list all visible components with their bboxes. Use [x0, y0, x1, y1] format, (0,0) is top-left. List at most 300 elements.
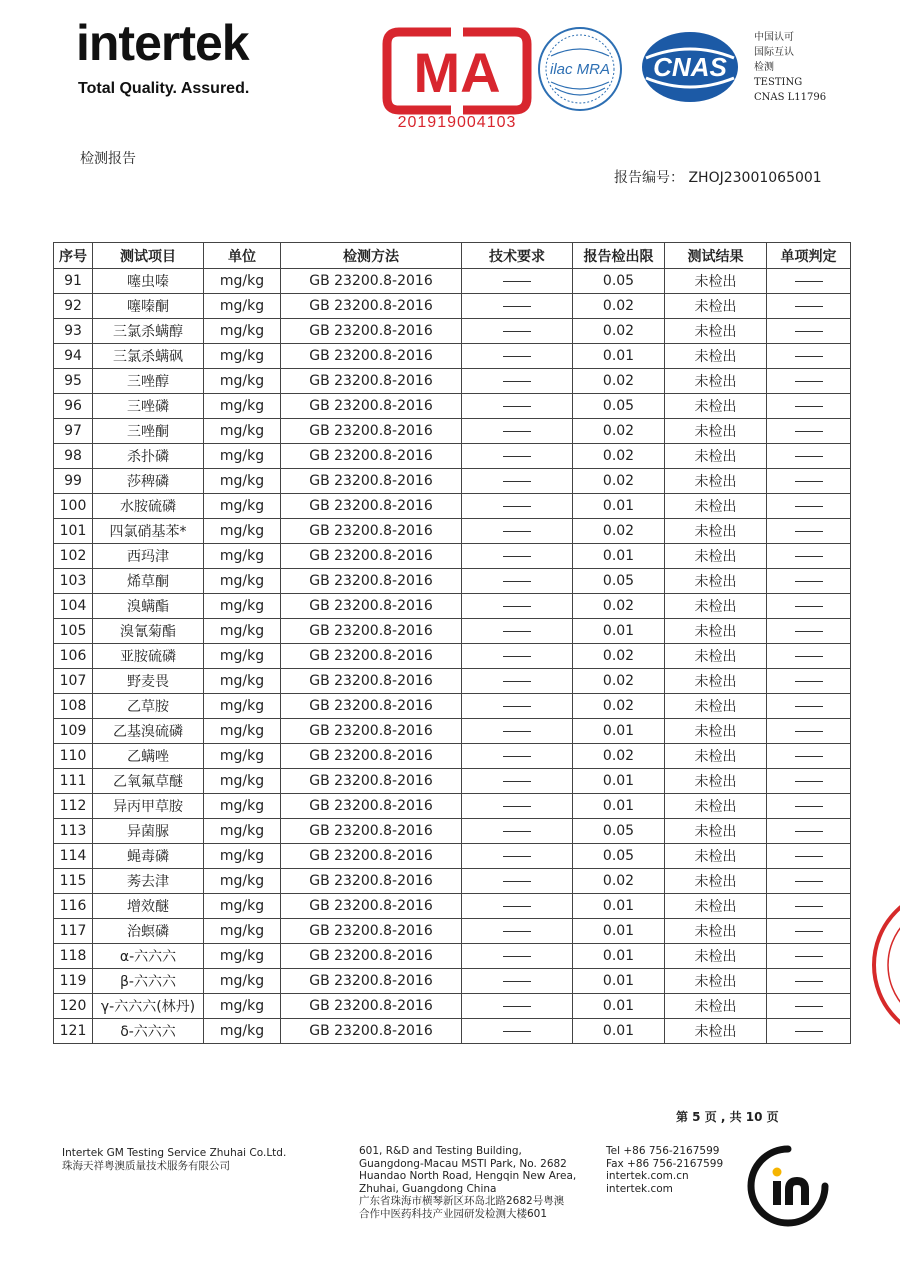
table-cell: 莠去津: [93, 869, 204, 894]
table-cell: [767, 519, 851, 544]
table-cell: 异菌脲: [93, 819, 204, 844]
table-cell: [462, 994, 573, 1019]
table-cell: 100: [54, 494, 93, 519]
table-cell: [767, 644, 851, 669]
table-cell: 未检出: [665, 319, 767, 344]
table-cell: 0.02: [573, 669, 665, 694]
table-cell: 乙氧氟草醚: [93, 769, 204, 794]
table-cell: GB 23200.8-2016: [281, 944, 462, 969]
table-cell: 治螟磷: [93, 919, 204, 944]
cnas-accreditation-text: [754, 30, 826, 105]
table-cell: 未检出: [665, 419, 767, 444]
results-table: [53, 242, 851, 1044]
ilac-mra-seal-icon: [537, 26, 623, 112]
table-cell: GB 23200.8-2016: [281, 769, 462, 794]
table-cell: mg/kg: [204, 369, 281, 394]
table-cell: GB 23200.8-2016: [281, 844, 462, 869]
table-cell: [462, 1019, 573, 1044]
table-cell: 未检出: [665, 719, 767, 744]
table-cell: mg/kg: [204, 919, 281, 944]
table-cell: 噻嗪酮: [93, 294, 204, 319]
table-cell: 0.01: [573, 919, 665, 944]
table-cell: 溴螨酯: [93, 594, 204, 619]
dash-placeholder: [503, 906, 531, 907]
dash-placeholder: [795, 356, 823, 357]
dash-placeholder: [503, 506, 531, 507]
table-cell: 未检出: [665, 394, 767, 419]
table-row: [54, 419, 851, 444]
table-cell: 未检出: [665, 494, 767, 519]
table-cell: 0.05: [573, 269, 665, 294]
table-cell: 104: [54, 594, 93, 619]
table-cell: GB 23200.8-2016: [281, 719, 462, 744]
table-cell: [767, 344, 851, 369]
table-cell: [767, 469, 851, 494]
dash-placeholder: [795, 831, 823, 832]
table-cell: [767, 569, 851, 594]
dash-placeholder: [503, 781, 531, 782]
dash-placeholder: [503, 981, 531, 982]
table-cell: [462, 744, 573, 769]
table-row: [54, 444, 851, 469]
table-cell: 110: [54, 744, 93, 769]
table-row: [54, 794, 851, 819]
table-cell: mg/kg: [204, 619, 281, 644]
table-cell: mg/kg: [204, 819, 281, 844]
table-row: [54, 769, 851, 794]
table-row: [54, 669, 851, 694]
dash-placeholder: [795, 856, 823, 857]
dash-placeholder: [795, 456, 823, 457]
table-cell: 0.01: [573, 494, 665, 519]
table-cell: 112: [54, 794, 93, 819]
table-cell: GB 23200.8-2016: [281, 519, 462, 544]
cma-seal-icon: [381, 26, 533, 116]
dash-placeholder: [795, 331, 823, 332]
table-cell: GB 23200.8-2016: [281, 394, 462, 419]
footer-company-line: 珠海天祥粤澳质量技术服务有限公司: [62, 1159, 230, 1172]
table-cell: GB 23200.8-2016: [281, 469, 462, 494]
table-cell: [767, 969, 851, 994]
table-cell: 水胺硫磷: [93, 494, 204, 519]
table-cell: [462, 844, 573, 869]
table-cell: [462, 944, 573, 969]
table-cell: mg/kg: [204, 394, 281, 419]
column-header: 测试项目: [93, 243, 204, 269]
table-cell: 溴氰菊酯: [93, 619, 204, 644]
table-cell: 120: [54, 994, 93, 1019]
table-cell: mg/kg: [204, 594, 281, 619]
table-cell: [767, 294, 851, 319]
dash-placeholder: [503, 756, 531, 757]
table-cell: [462, 619, 573, 644]
table-row: [54, 894, 851, 919]
dash-placeholder: [503, 656, 531, 657]
cma-logo-text: MA: [413, 41, 501, 104]
table-cell: 未检出: [665, 594, 767, 619]
table-cell: β-六六六: [93, 969, 204, 994]
table-cell: mg/kg: [204, 569, 281, 594]
dash-placeholder: [795, 706, 823, 707]
dash-placeholder: [795, 1031, 823, 1032]
dash-placeholder: [795, 906, 823, 907]
intertek-in-logo-icon: [747, 1145, 829, 1227]
table-cell: 莎稗磷: [93, 469, 204, 494]
cnas-line: 中国认可: [754, 32, 794, 43]
table-cell: [462, 894, 573, 919]
table-cell: α-六六六: [93, 944, 204, 969]
table-cell: 0.02: [573, 444, 665, 469]
footer-contact-line: Fax +86 756-2167599: [606, 1157, 724, 1170]
dash-placeholder: [503, 581, 531, 582]
table-cell: 105: [54, 619, 93, 644]
footer-company-line: Intertek GM Testing Service Zhuhai Co.Ltd.: [62, 1147, 287, 1159]
dash-placeholder: [795, 731, 823, 732]
table-cell: 0.02: [573, 419, 665, 444]
table-row: [54, 619, 851, 644]
table-cell: 乙螨唑: [93, 744, 204, 769]
table-cell: GB 23200.8-2016: [281, 344, 462, 369]
cnas-line: TESTING: [754, 77, 803, 88]
table-row: [54, 869, 851, 894]
table-cell: 噻虫嗪: [93, 269, 204, 294]
table-row: [54, 594, 851, 619]
ilac-logo-text: ilac MRA: [549, 61, 611, 78]
footer-contact-line: intertek.com.cn: [606, 1170, 689, 1182]
table-cell: [767, 394, 851, 419]
table-cell: 未检出: [665, 819, 767, 844]
table-cell: [462, 819, 573, 844]
table-cell: 0.02: [573, 369, 665, 394]
dash-placeholder: [795, 681, 823, 682]
dash-placeholder: [503, 456, 531, 457]
table-cell: [767, 419, 851, 444]
table-cell: GB 23200.8-2016: [281, 444, 462, 469]
table-cell: [767, 544, 851, 569]
table-row: [54, 719, 851, 744]
column-header: 序号: [54, 243, 93, 269]
table-cell: GB 23200.8-2016: [281, 369, 462, 394]
dash-placeholder: [795, 1006, 823, 1007]
table-cell: 未检出: [665, 769, 767, 794]
document-title: 检测报告: [80, 151, 136, 167]
table-cell: GB 23200.8-2016: [281, 919, 462, 944]
table-cell: 95: [54, 369, 93, 394]
table-cell: mg/kg: [204, 419, 281, 444]
table-row: [54, 494, 851, 519]
table-cell: mg/kg: [204, 644, 281, 669]
table-row: [54, 994, 851, 1019]
table-cell: mg/kg: [204, 269, 281, 294]
table-row: [54, 294, 851, 319]
table-cell: 蝇毒磷: [93, 844, 204, 869]
table-cell: 0.02: [573, 869, 665, 894]
table-cell: GB 23200.8-2016: [281, 644, 462, 669]
table-cell: 三唑磷: [93, 394, 204, 419]
table-cell: [462, 794, 573, 819]
table-cell: [462, 544, 573, 569]
table-cell: 乙基溴硫磷: [93, 719, 204, 744]
table-cell: 96: [54, 394, 93, 419]
table-cell: [462, 269, 573, 294]
footer-address-line: 601, R&D and Testing Building,: [359, 1145, 522, 1157]
table-cell: 0.02: [573, 694, 665, 719]
column-header: 报告检出限: [573, 243, 665, 269]
dash-placeholder: [503, 331, 531, 332]
table-cell: 未检出: [665, 669, 767, 694]
table-cell: [462, 294, 573, 319]
table-cell: GB 23200.8-2016: [281, 1019, 462, 1044]
table-row: [54, 469, 851, 494]
dash-placeholder: [503, 281, 531, 282]
dash-placeholder: [795, 581, 823, 582]
dash-placeholder: [503, 706, 531, 707]
table-cell: [462, 494, 573, 519]
table-cell: GB 23200.8-2016: [281, 819, 462, 844]
table-row: [54, 944, 851, 969]
table-cell: 未检出: [665, 444, 767, 469]
dash-placeholder: [795, 556, 823, 557]
table-cell: 92: [54, 294, 93, 319]
dash-placeholder: [795, 481, 823, 482]
table-cell: mg/kg: [204, 669, 281, 694]
table-cell: [462, 969, 573, 994]
table-cell: 未检出: [665, 269, 767, 294]
table-cell: 四氯硝基苯*: [93, 519, 204, 544]
table-cell: [767, 919, 851, 944]
table-cell: 未检出: [665, 919, 767, 944]
table-cell: [462, 694, 573, 719]
cnas-line: 检测: [754, 62, 774, 73]
table-cell: GB 23200.8-2016: [281, 619, 462, 644]
dash-placeholder: [503, 406, 531, 407]
table-cell: 0.01: [573, 719, 665, 744]
table-cell: GB 23200.8-2016: [281, 894, 462, 919]
table-cell: 0.01: [573, 894, 665, 919]
table-row: [54, 369, 851, 394]
dash-placeholder: [795, 781, 823, 782]
table-cell: mg/kg: [204, 544, 281, 569]
table-cell: 99: [54, 469, 93, 494]
table-cell: 西玛津: [93, 544, 204, 569]
table-cell: mg/kg: [204, 694, 281, 719]
table-cell: 亚胺硫磷: [93, 644, 204, 669]
cnas-line: 国际互认: [754, 47, 794, 58]
footer-contact-line: intertek.com: [606, 1182, 673, 1195]
dash-placeholder: [795, 281, 823, 282]
table-cell: 115: [54, 869, 93, 894]
table-cell: [767, 369, 851, 394]
table-cell: GB 23200.8-2016: [281, 694, 462, 719]
table-cell: 烯草酮: [93, 569, 204, 594]
table-row: [54, 694, 851, 719]
table-cell: 117: [54, 919, 93, 944]
table-cell: 0.02: [573, 519, 665, 544]
table-cell: [462, 344, 573, 369]
table-cell: GB 23200.8-2016: [281, 969, 462, 994]
dash-placeholder: [795, 631, 823, 632]
table-cell: 119: [54, 969, 93, 994]
table-cell: 113: [54, 819, 93, 844]
table-row: [54, 644, 851, 669]
table-cell: [462, 419, 573, 444]
table-cell: [462, 469, 573, 494]
table-cell: mg/kg: [204, 469, 281, 494]
table-cell: 未检出: [665, 894, 767, 919]
table-cell: GB 23200.8-2016: [281, 794, 462, 819]
dash-placeholder: [795, 756, 823, 757]
table-header-row: [54, 243, 851, 269]
table-cell: GB 23200.8-2016: [281, 544, 462, 569]
dash-placeholder: [795, 531, 823, 532]
table-cell: [462, 569, 573, 594]
table-cell: [767, 269, 851, 294]
table-cell: 未检出: [665, 844, 767, 869]
intertek-tagline: Total Quality. Assured.: [78, 80, 250, 97]
cnas-line: CNAS L11796: [754, 92, 827, 103]
table-cell: 94: [54, 344, 93, 369]
table-cell: 未检出: [665, 744, 767, 769]
table-cell: GB 23200.8-2016: [281, 269, 462, 294]
table-cell: 未检出: [665, 469, 767, 494]
table-cell: [767, 944, 851, 969]
table-cell: 0.02: [573, 594, 665, 619]
table-row: [54, 844, 851, 869]
table-cell: mg/kg: [204, 719, 281, 744]
footer-contact-line: Tel +86 756-2167599: [606, 1145, 720, 1157]
footer-address-line: Zhuhai, Guangdong China: [359, 1182, 497, 1195]
table-cell: [462, 369, 573, 394]
table-cell: [767, 894, 851, 919]
dash-placeholder: [503, 381, 531, 382]
table-cell: mg/kg: [204, 294, 281, 319]
table-cell: 102: [54, 544, 93, 569]
table-cell: [767, 744, 851, 769]
column-header: 检测方法: [281, 243, 462, 269]
table-row: [54, 394, 851, 419]
table-cell: 增效醚: [93, 894, 204, 919]
table-cell: 未检出: [665, 969, 767, 994]
cnas-seal-icon: [640, 30, 740, 104]
table-cell: mg/kg: [204, 744, 281, 769]
table-cell: mg/kg: [204, 494, 281, 519]
table-row: [54, 319, 851, 344]
table-cell: 杀扑磷: [93, 444, 204, 469]
table-cell: GB 23200.8-2016: [281, 294, 462, 319]
dash-placeholder: [795, 956, 823, 957]
table-cell: [767, 869, 851, 894]
table-cell: 未检出: [665, 794, 767, 819]
table-cell: 118: [54, 944, 93, 969]
table-cell: GB 23200.8-2016: [281, 744, 462, 769]
footer-address-line: Guangdong-Macau MSTI Park, No. 2682: [359, 1157, 567, 1170]
table-cell: 0.02: [573, 644, 665, 669]
table-cell: mg/kg: [204, 969, 281, 994]
table-cell: 0.05: [573, 819, 665, 844]
table-cell: mg/kg: [204, 344, 281, 369]
table-cell: 未检出: [665, 344, 767, 369]
table-cell: 未检出: [665, 944, 767, 969]
dash-placeholder: [503, 956, 531, 957]
table-cell: 未检出: [665, 619, 767, 644]
column-header: 技术要求: [462, 243, 573, 269]
table-cell: 未检出: [665, 294, 767, 319]
table-row: [54, 744, 851, 769]
table-cell: [767, 844, 851, 869]
table-cell: 乙草胺: [93, 694, 204, 719]
page-indicator: 第 5 页 , 共 10 页: [676, 1110, 779, 1124]
table-cell: [767, 819, 851, 844]
table-cell: 114: [54, 844, 93, 869]
dash-placeholder: [503, 306, 531, 307]
table-cell: 121: [54, 1019, 93, 1044]
table-cell: 91: [54, 269, 93, 294]
dash-placeholder: [503, 606, 531, 607]
table-cell: [462, 919, 573, 944]
table-cell: 0.01: [573, 544, 665, 569]
table-cell: δ-六六六: [93, 1019, 204, 1044]
table-row: [54, 969, 851, 994]
dash-placeholder: [503, 806, 531, 807]
table-cell: 0.05: [573, 394, 665, 419]
dash-placeholder: [503, 881, 531, 882]
red-stamp-icon: [870, 885, 900, 1045]
dash-placeholder: [795, 656, 823, 657]
table-cell: 野麦畏: [93, 669, 204, 694]
dash-placeholder: [795, 606, 823, 607]
footer-address-line: Huandao North Road, Hengqin New Area,: [359, 1170, 577, 1182]
table-cell: mg/kg: [204, 319, 281, 344]
table-cell: [462, 519, 573, 544]
column-header: 测试结果: [665, 243, 767, 269]
dash-placeholder: [503, 931, 531, 932]
table-cell: mg/kg: [204, 519, 281, 544]
table-cell: [462, 669, 573, 694]
table-cell: 三唑酮: [93, 419, 204, 444]
footer-contact: [606, 1145, 723, 1195]
table-cell: 未检出: [665, 519, 767, 544]
table-cell: [767, 694, 851, 719]
table-cell: [767, 1019, 851, 1044]
table-cell: GB 23200.8-2016: [281, 869, 462, 894]
table-cell: [767, 669, 851, 694]
table-row: [54, 1019, 851, 1044]
dash-placeholder: [503, 1031, 531, 1032]
dash-placeholder: [503, 1006, 531, 1007]
column-header: 单位: [204, 243, 281, 269]
table-cell: [462, 444, 573, 469]
table-cell: mg/kg: [204, 794, 281, 819]
dash-placeholder: [503, 556, 531, 557]
report-number: 报告编号： ZHOJ23001065001: [614, 170, 822, 186]
footer-address-line: 广东省珠海市横琴新区环岛北路2682号粤澳: [359, 1195, 565, 1207]
dash-placeholder: [795, 431, 823, 432]
dash-placeholder: [503, 856, 531, 857]
table-cell: 0.01: [573, 794, 665, 819]
dash-placeholder: [795, 881, 823, 882]
table-cell: 0.02: [573, 469, 665, 494]
table-cell: 101: [54, 519, 93, 544]
table-cell: 未检出: [665, 869, 767, 894]
table-cell: 97: [54, 419, 93, 444]
table-cell: mg/kg: [204, 869, 281, 894]
table-cell: [767, 794, 851, 819]
table-cell: [462, 394, 573, 419]
table-cell: mg/kg: [204, 844, 281, 869]
table-cell: 98: [54, 444, 93, 469]
table-cell: 未检出: [665, 994, 767, 1019]
table-cell: 0.01: [573, 619, 665, 644]
